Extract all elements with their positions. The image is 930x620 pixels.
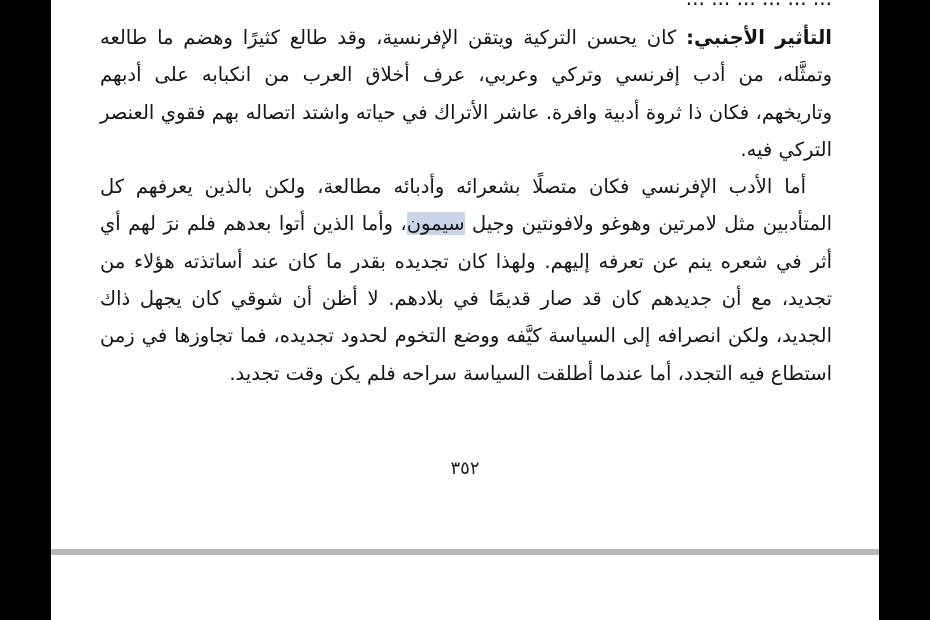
paragraph-text-after: ، وأما الذين أتوا بعدهم فلم نرَ لهم أي أثر في شعره ينم عن تعرفه إليهم. ولهذا كان تجديده بقدر ما كان عند أساتذته هؤلاء من تجديد، مع أن جديدهم كان قد صار قديمًا في بلادهم. لا أظن أن شوقي كان يجهل ذاك الجديد، ولكن انصرافه إلى السياسة كيَّفه ووضع التخوم لحدود تجديده، فما تجاوزها في زمن استطاع فيه التجدد، أما عندما أطلقت السياسة سراحه فلم يكن وقت تجديد. <box>100 212 832 385</box>
paragraph-french-literature <box>100 168 832 392</box>
previous-line-fragment <box>51 0 879 4</box>
page-number: ٣٥٢ <box>450 458 480 479</box>
page-body <box>100 19 832 392</box>
selected-text-highlight[interactable]: سيمون <box>406 212 465 236</box>
paragraph-text: كان يحسن التركية ويتقن الإفرنسية، وقد طالع كثيرًا وهضم ما طالعه وتمثَّله، من أدب إفرنسي وتركي وعربي، عرف أخلاق العرب من انكبابه على أدبهم وتاريخهم، فكان ذا ثروة أدبية وافرة. عاشر الأتراك في حياته واشتد اتصاله بهم فقوي العنصر التركي فيه. <box>100 26 832 161</box>
paragraph-text-before: أما الأدب الإفرنسي فكان متصلًا بشعرائه وأدبائه مطالعة، ولكن بالذين يعرفهم كل المتأدبين مثل لامرتين وهوغو ولافونتين وجيل <box>100 175 832 236</box>
paragraph-heading: التأثير الأجنبي: <box>686 26 832 49</box>
paragraph-foreign-influence <box>100 19 832 168</box>
document-page <box>51 0 879 550</box>
next-document-page <box>51 555 879 620</box>
